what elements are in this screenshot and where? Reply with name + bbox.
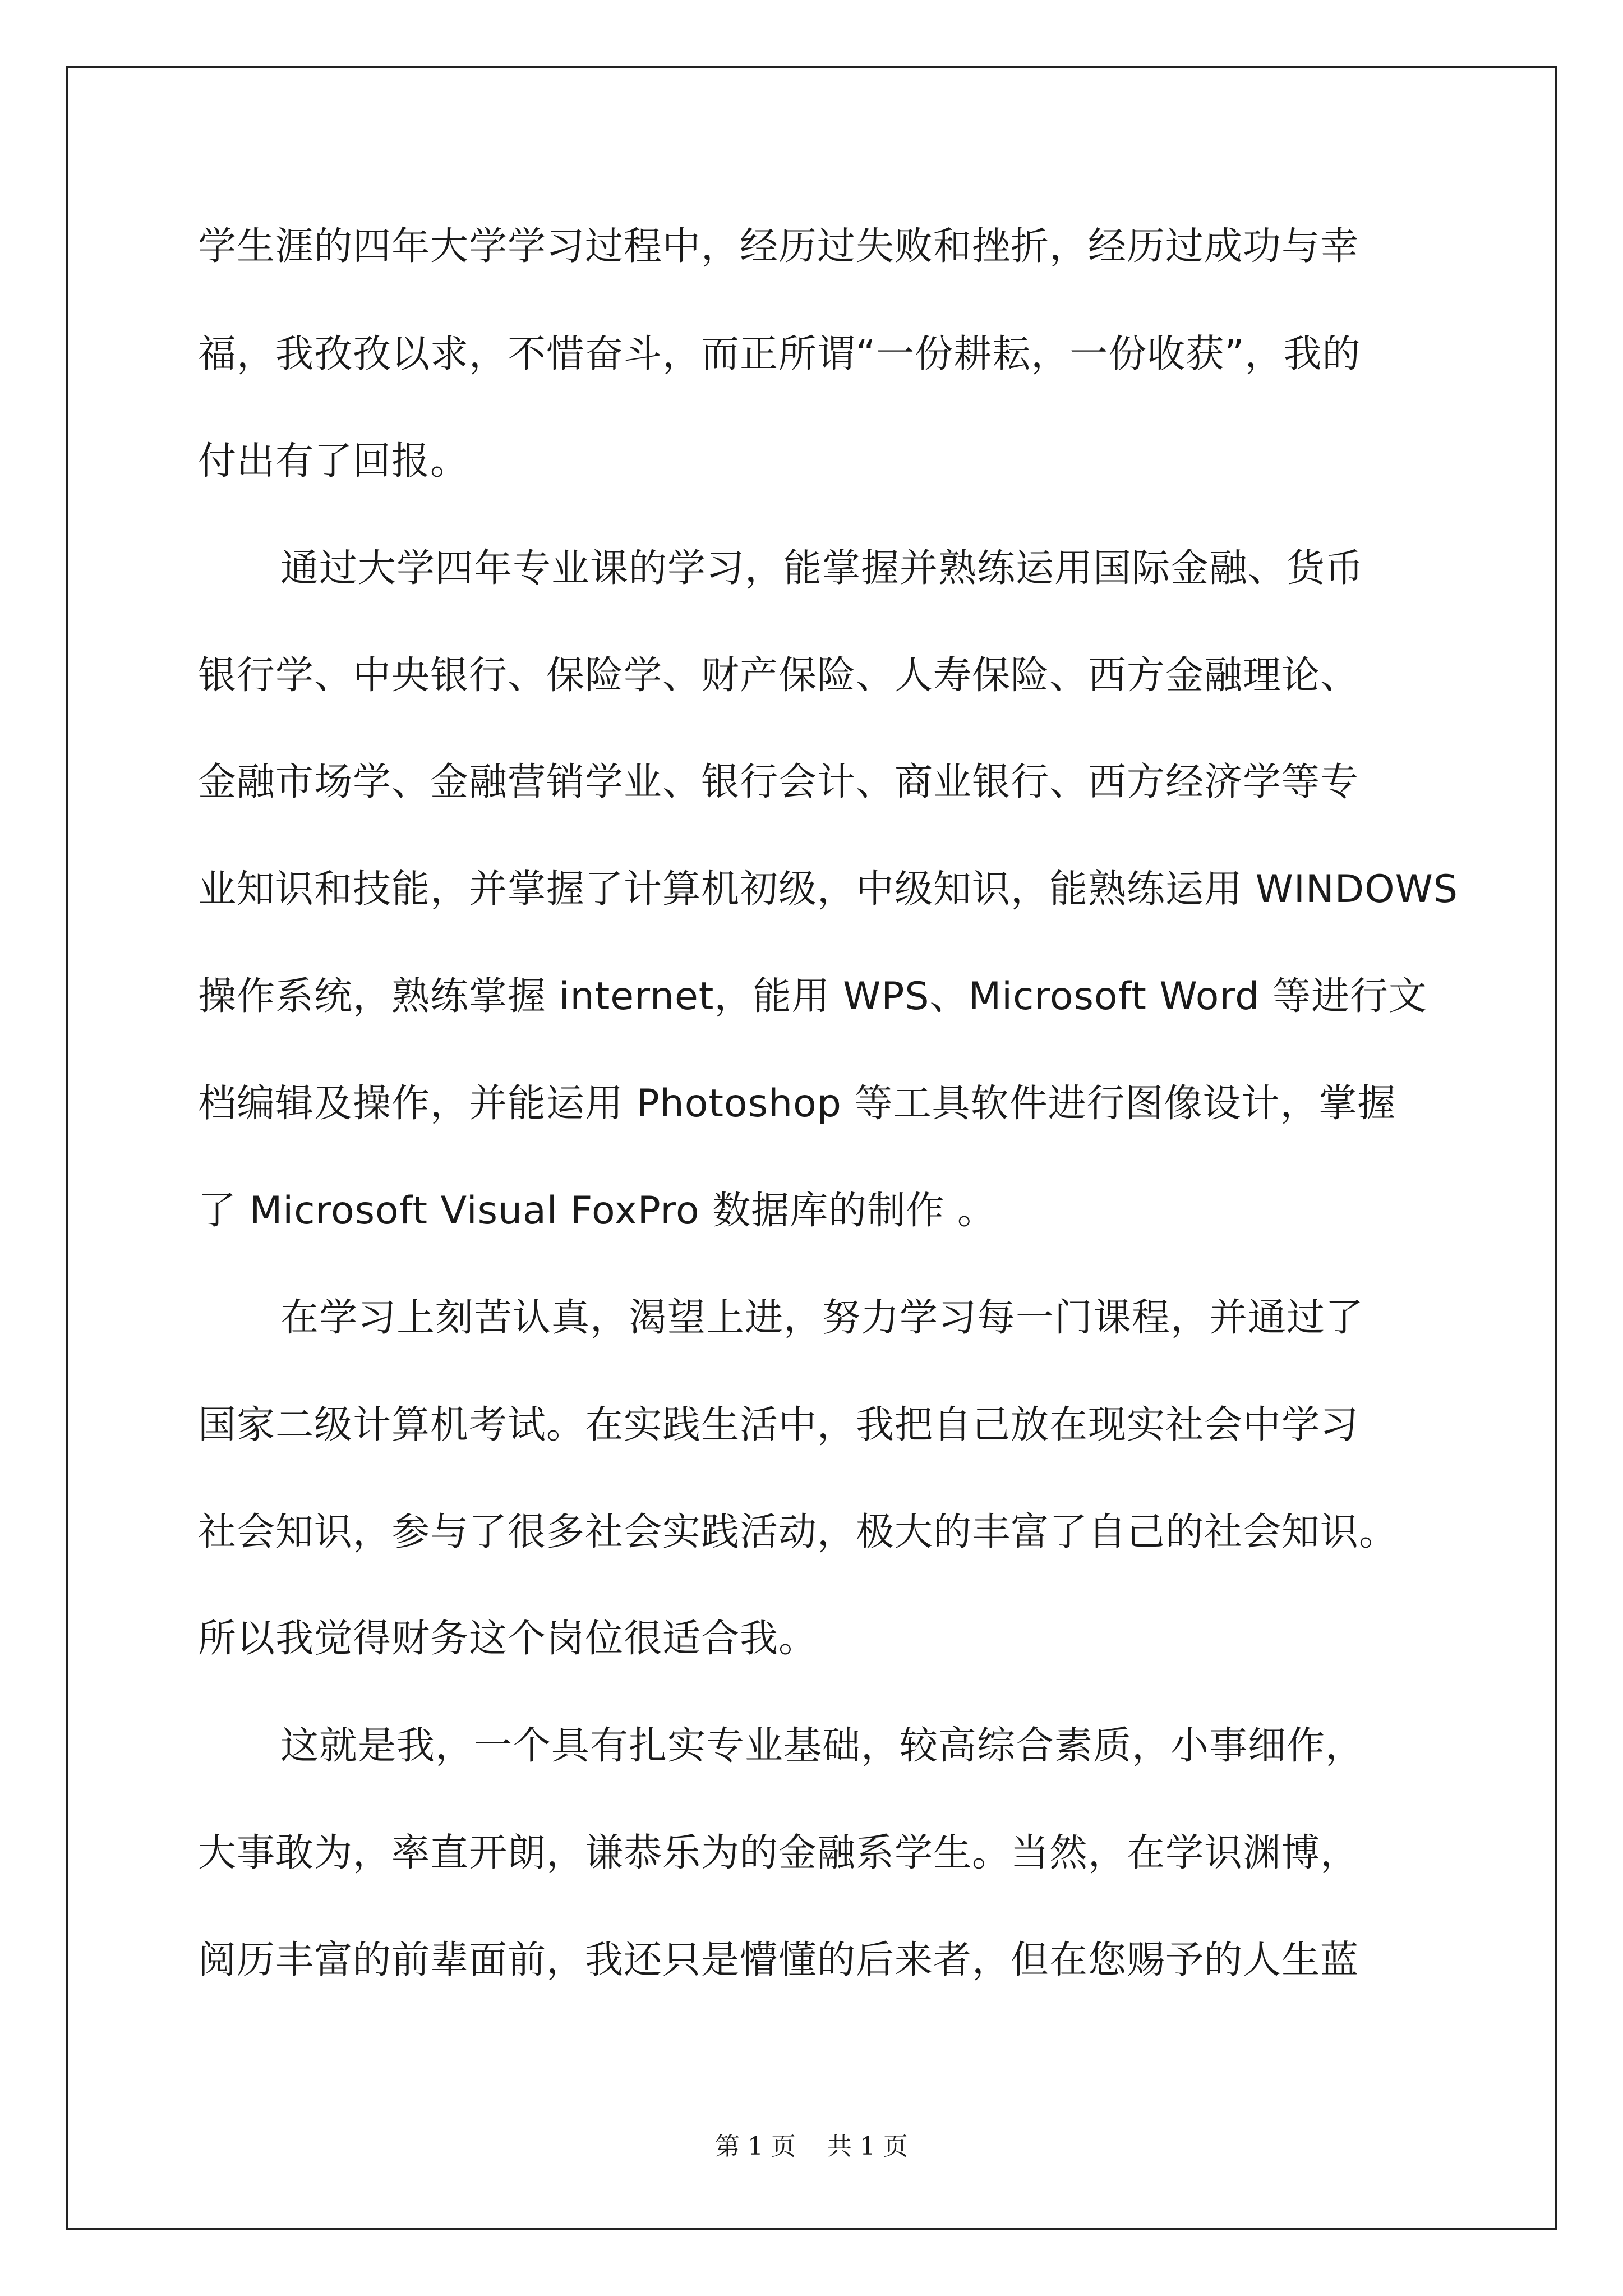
text-line: 所以我觉得财务这个岗位很适合我。 <box>198 1617 818 1661</box>
page-footer: 第 1 页 共 1 页 <box>715 2132 908 2161</box>
text-line: 国家二级计算机考试。在实践生活中，我把自己放在现实社会中学习 <box>198 1403 1359 1447</box>
text-line: 金融市场学、金融营销学业、银行会计、商业银行、西方经济学等专 <box>198 760 1359 804</box>
text-line: 业知识和技能，并掌握了计算机初级，中级知识，能熟练运用 WINDOWS <box>198 867 1459 912</box>
text-line: 学生涯的四年大学学习过程中，经历过失败和挫折，经历过成功与幸 <box>198 224 1359 269</box>
text-line: 通过大学四年专业课的学习，能掌握并熟练运用国际金融、货币 <box>280 546 1364 591</box>
page-border <box>66 66 1557 2230</box>
text-line: 福，我孜孜以求，不惜奋斗，而正所谓“一份耕耘，一份收获”，我的 <box>198 332 1361 376</box>
text-line: 银行学、中央银行、保险学、财产保险、人寿保险、西方金融理论、 <box>198 654 1359 698</box>
text-line: 社会知识，参与了很多社会实践活动，极大的丰富了自己的社会知识。 <box>198 1510 1398 1554</box>
text-line: 档编辑及操作，并能运用 Photoshop 等工具软件进行图像设计，掌握 <box>198 1082 1396 1126</box>
text-line: 付出有了回报。 <box>198 439 469 484</box>
text-line: 操作系统，熟练掌握 internet，能用 WPS、Microsoft Word 等进行文 <box>198 974 1427 1019</box>
text-line: 在学习上刻苦认真，渴望上进，努力学习每一门课程，并通过了 <box>280 1296 1364 1340</box>
text-line: 大事敢为，率直开朗，谦恭乐为的金融系学生。当然，在学识渊博， <box>198 1831 1359 1875</box>
text-line: 阅历丰富的前辈面前，我还只是懵懂的后来者，但在您赐予的人生蓝 <box>198 1938 1359 1982</box>
text-line: 这就是我，一个具有扎实专业基础，较高综合素质，小事细作， <box>280 1724 1364 1768</box>
text-line: 了 Microsoft Visual FoxPro 数据库的制作 。 <box>198 1189 996 1233</box>
